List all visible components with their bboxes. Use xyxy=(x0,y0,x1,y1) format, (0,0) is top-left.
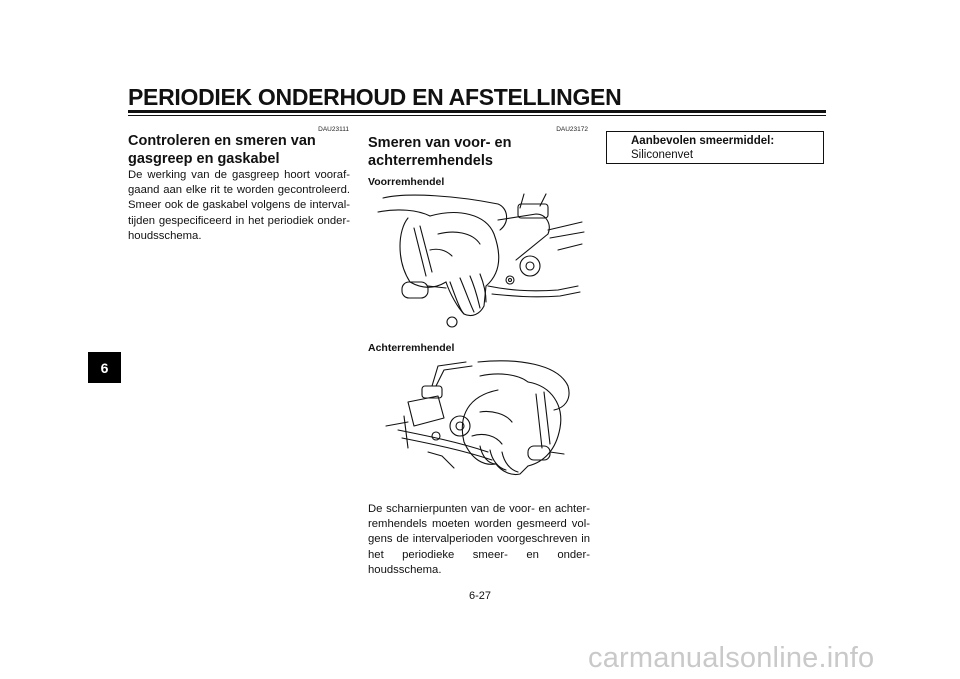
rear-brake-lever-illustration xyxy=(368,356,590,484)
section-code-middle: DAU23172 xyxy=(556,126,588,133)
rear-lever-label: Achterremhendel xyxy=(368,342,455,354)
section-heading-levers-line2: achterremhendels xyxy=(368,153,493,169)
header-rule-thin xyxy=(128,115,826,116)
lubricant-heading: Aanbevolen smeermiddel: xyxy=(631,135,775,147)
lubricant-box xyxy=(606,131,824,164)
section-code-left: DAU23111 xyxy=(318,126,349,133)
section-body-levers: De scharnierpunten van de voor- en achter-remhendels moeten worden gesmeerd vol-gens de intervalperioden voorgeschreven in het periodieke smeer- en onder-houdsschema. xyxy=(368,503,590,576)
section-heading-levers-line1: Smeren van voor- en xyxy=(368,135,512,151)
section-body-throttle: De werking van de gasgreep hoort vooraf-gaand aan elke rit te worden gecontroleerd. Smeer ook de gaskabel volgens de interval-tijden gespecificeerd in het periodiek onder-houdsschema. xyxy=(128,169,350,242)
chapter-tab: 6 xyxy=(88,352,121,383)
section-heading-levers xyxy=(368,134,511,170)
front-lever-label: Voorremhendel xyxy=(368,176,445,188)
header-rule-thick xyxy=(128,110,826,113)
section-heading-throttle xyxy=(128,132,316,168)
lubricant-value: Siliconenvet xyxy=(631,149,694,161)
page-title: PERIODIEK ONDERHOUD EN AFSTELLINGEN xyxy=(128,84,622,110)
section-heading-throttle-line2: gasgreep en gaskabel xyxy=(128,151,280,167)
section-heading-throttle-line1: Controleren en smeren van xyxy=(128,133,316,149)
front-brake-lever-illustration xyxy=(368,190,590,330)
watermark: carmanualsonline.info xyxy=(588,642,875,674)
page-number: 6-27 xyxy=(468,590,492,602)
